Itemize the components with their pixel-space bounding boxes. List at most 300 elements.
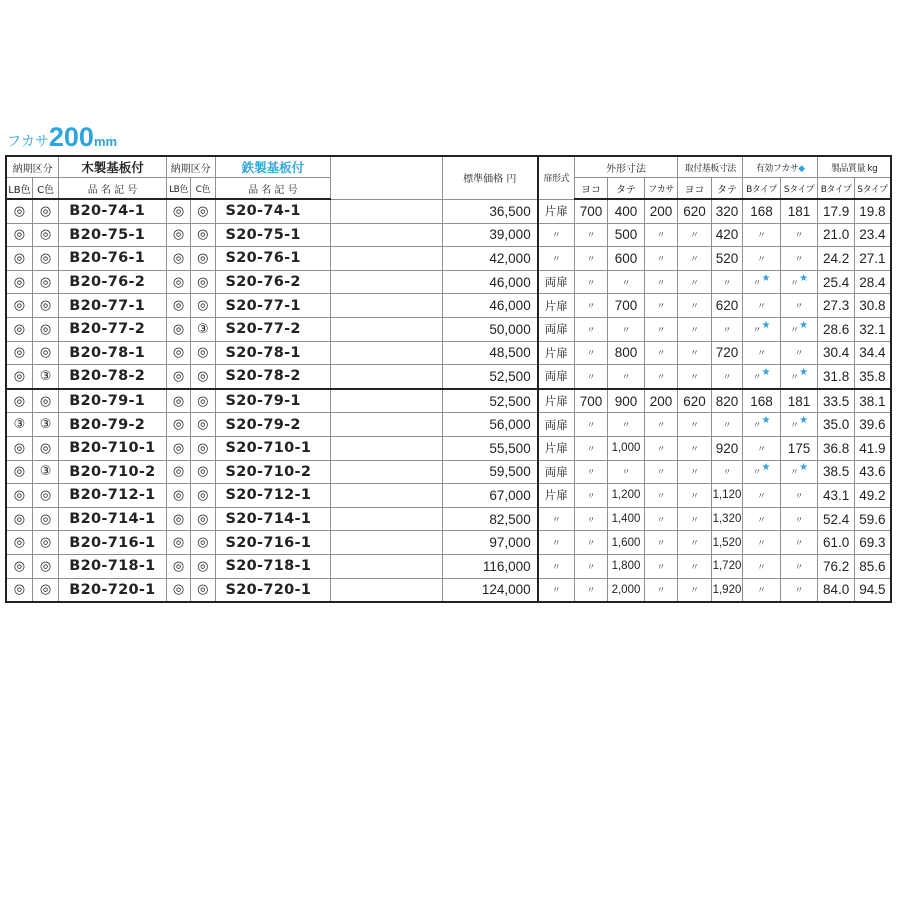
cell-mount-yoko: 〃 — [678, 436, 711, 460]
cell-mount-yoko: 〃 — [678, 484, 711, 508]
cell-effective-b: 〃 — [743, 531, 781, 555]
cell-price: 50,000 — [442, 317, 537, 341]
cell-outer-yoko: 〃 — [574, 270, 607, 294]
cell-weight-b: 33.5 — [818, 389, 855, 413]
table-row — [6, 531, 891, 555]
cell-weight-b: 31.8 — [818, 365, 855, 389]
header-steel-code: 品 名 記 号 — [215, 178, 331, 200]
cell-mount-tate: 〃 — [711, 365, 742, 389]
cell-wood-code: B20-78-2 — [59, 365, 167, 389]
cell-steel-c: ◎ — [191, 554, 215, 578]
cell-outer-yoko: 〃 — [574, 247, 607, 271]
cell-effective-b: 〃★ — [743, 365, 781, 389]
cell-wood-code: B20-78-1 — [59, 341, 167, 365]
cell-wood-code: B20-718-1 — [59, 554, 167, 578]
cell-steel-c: ◎ — [191, 199, 215, 223]
cell-wood-lb: ◎ — [6, 436, 32, 460]
cell-effective-s: 〃 — [780, 223, 818, 247]
header-row-1 — [6, 156, 891, 178]
cell-outer-fukasa: 〃 — [644, 270, 678, 294]
cell-effective-b: 〃 — [743, 247, 781, 271]
cell-effective-s: 〃 — [780, 247, 818, 271]
header-mount-yoko: ヨコ — [678, 178, 711, 200]
cell-mount-yoko: 〃 — [678, 365, 711, 389]
cell-steel-lb: ◎ — [166, 223, 190, 247]
cell-outer-yoko: 〃 — [574, 436, 607, 460]
cell-blank — [331, 436, 443, 460]
cell-price: 67,000 — [442, 484, 537, 508]
cell-price: 55,500 — [442, 436, 537, 460]
table-row — [6, 484, 891, 508]
cell-blank — [331, 199, 443, 223]
cell-effective-s: 181 — [780, 199, 818, 223]
cell-door-type: 片扉 — [538, 484, 575, 508]
cell-effective-s: 〃 — [780, 554, 818, 578]
cell-outer-yoko: 〃 — [574, 341, 607, 365]
cell-steel-code: S20-77-2 — [215, 317, 331, 341]
cell-outer-fukasa: 〃 — [644, 294, 678, 318]
cell-steel-c: ◎ — [191, 578, 215, 602]
cell-wood-code: B20-79-2 — [59, 413, 167, 437]
cell-mount-tate: 1,520 — [711, 531, 742, 555]
cell-wood-code: B20-79-1 — [59, 389, 167, 413]
cell-weight-b: 25.4 — [818, 270, 855, 294]
cell-door-type: 両扉 — [538, 413, 575, 437]
table-row — [6, 341, 891, 365]
header-lead-time-steel: 納期区分 — [166, 156, 215, 178]
cell-weight-b: 17.9 — [818, 199, 855, 223]
cell-door-type: 片扉 — [538, 436, 575, 460]
cell-outer-fukasa: 〃 — [644, 436, 678, 460]
cell-steel-code: S20-78-1 — [215, 341, 331, 365]
cell-mount-tate: 1,320 — [711, 507, 742, 531]
cell-steel-lb: ◎ — [166, 294, 190, 318]
header-mount-board: 取付基板寸法 — [678, 156, 743, 178]
header-blank — [331, 156, 443, 199]
header-weight-s: Sタイプ — [854, 178, 891, 200]
cell-effective-b: 〃 — [743, 436, 781, 460]
cell-effective-s: 〃★ — [780, 460, 818, 484]
cell-door-type: 〃 — [538, 531, 575, 555]
cell-wood-c: ◎ — [32, 436, 58, 460]
cell-door-type: 片扉 — [538, 389, 575, 413]
cell-effective-b: 〃 — [743, 223, 781, 247]
cell-weight-s: 30.8 — [854, 294, 891, 318]
cell-wood-c: ◎ — [32, 247, 58, 271]
cell-effective-s: 〃 — [780, 484, 818, 508]
cell-weight-b: 35.0 — [818, 413, 855, 437]
cell-effective-s: 175 — [780, 436, 818, 460]
cell-outer-yoko: 〃 — [574, 531, 607, 555]
cell-weight-s: 49.2 — [854, 484, 891, 508]
cell-wood-code: B20-716-1 — [59, 531, 167, 555]
star-icon: ★ — [799, 462, 809, 474]
cell-mount-tate: 1,120 — [711, 484, 742, 508]
cell-effective-s: 〃 — [780, 507, 818, 531]
cell-steel-code: S20-77-1 — [215, 294, 331, 318]
header-outer-fukasa: フカサ — [644, 178, 678, 200]
cell-weight-s: 32.1 — [854, 317, 891, 341]
cell-wood-code: B20-76-2 — [59, 270, 167, 294]
table-row — [6, 460, 891, 484]
cell-outer-tate: 1,400 — [608, 507, 645, 531]
cell-wood-lb: ◎ — [6, 578, 32, 602]
star-icon: ★ — [761, 319, 771, 331]
cell-steel-code: S20-75-1 — [215, 223, 331, 247]
cell-mount-yoko: 〃 — [678, 578, 711, 602]
table-row — [6, 389, 891, 413]
cell-mount-tate: 820 — [711, 389, 742, 413]
header-wood-lb: LB色 — [6, 178, 32, 200]
cell-steel-lb: ◎ — [166, 317, 190, 341]
cell-outer-yoko: 〃 — [574, 413, 607, 437]
cell-weight-b: 21.0 — [818, 223, 855, 247]
header-wood-c: C色 — [32, 178, 58, 200]
cell-effective-s: 〃★ — [780, 413, 818, 437]
diamond-icon: ◆ — [798, 163, 805, 174]
cell-effective-b: 〃 — [743, 578, 781, 602]
cell-outer-tate: 600 — [608, 247, 645, 271]
cell-blank — [331, 317, 443, 341]
cell-weight-b: 84.0 — [818, 578, 855, 602]
cell-blank — [331, 389, 443, 413]
cell-mount-yoko: 〃 — [678, 507, 711, 531]
cell-steel-code: S20-716-1 — [215, 531, 331, 555]
cell-outer-yoko: 〃 — [574, 460, 607, 484]
cell-effective-s: 〃★ — [780, 270, 818, 294]
cell-outer-tate: 1,800 — [608, 554, 645, 578]
cell-door-type: 両扉 — [538, 460, 575, 484]
header-effective-depth — [743, 156, 818, 178]
cell-steel-lb: ◎ — [166, 531, 190, 555]
cell-outer-fukasa: 〃 — [644, 484, 678, 508]
cell-weight-b: 27.3 — [818, 294, 855, 318]
cell-steel-c: ◎ — [191, 484, 215, 508]
cell-weight-s: 59.6 — [854, 507, 891, 531]
cell-outer-yoko: 〃 — [574, 365, 607, 389]
cell-effective-b: 168 — [743, 199, 781, 223]
cell-outer-yoko: 〃 — [574, 507, 607, 531]
cell-effective-b: 〃★ — [743, 413, 781, 437]
cell-weight-s: 19.8 — [854, 199, 891, 223]
cell-door-type: 両扉 — [538, 270, 575, 294]
cell-mount-yoko: 〃 — [678, 341, 711, 365]
cell-mount-tate: 920 — [711, 436, 742, 460]
cell-weight-b: 61.0 — [818, 531, 855, 555]
cell-blank — [331, 413, 443, 437]
cell-steel-code: S20-710-1 — [215, 436, 331, 460]
cell-steel-c: ◎ — [191, 294, 215, 318]
cell-weight-b: 52.4 — [818, 507, 855, 531]
cell-effective-b: 〃 — [743, 554, 781, 578]
cell-blank — [331, 507, 443, 531]
title-prefix: フカサ — [7, 134, 49, 150]
cell-outer-tate: 〃 — [608, 365, 645, 389]
cell-outer-tate: 1,200 — [608, 484, 645, 508]
cell-blank — [331, 247, 443, 271]
cell-wood-code: B20-77-1 — [59, 294, 167, 318]
cell-wood-c: ◎ — [32, 389, 58, 413]
cell-wood-lb: ◎ — [6, 199, 32, 223]
cell-steel-c: ◎ — [191, 389, 215, 413]
cell-outer-tate: 〃 — [608, 270, 645, 294]
cell-effective-s: 〃 — [780, 531, 818, 555]
cell-door-type: 片扉 — [538, 341, 575, 365]
cell-steel-lb: ◎ — [166, 389, 190, 413]
cell-steel-c: ◎ — [191, 436, 215, 460]
cell-wood-lb: ◎ — [6, 270, 32, 294]
cell-steel-lb: ◎ — [166, 484, 190, 508]
cell-blank — [331, 294, 443, 318]
cell-wood-code: B20-74-1 — [59, 199, 167, 223]
cell-outer-yoko: 700 — [574, 199, 607, 223]
cell-blank — [331, 223, 443, 247]
cell-steel-c: ◎ — [191, 223, 215, 247]
cell-steel-c: ◎ — [191, 270, 215, 294]
table-row — [6, 507, 891, 531]
cell-wood-c: ③ — [32, 413, 58, 437]
title-number: 200 — [48, 122, 94, 152]
cell-effective-b: 〃 — [743, 507, 781, 531]
header-outer-tate: タテ — [608, 178, 645, 200]
cell-wood-code: B20-77-2 — [59, 317, 167, 341]
table-header — [6, 156, 891, 199]
cell-wood-c: ◎ — [32, 223, 58, 247]
cell-steel-code: S20-74-1 — [215, 199, 331, 223]
header-door-type: 扉形式 — [538, 156, 575, 199]
cell-weight-s: 39.6 — [854, 413, 891, 437]
cell-wood-code: B20-714-1 — [59, 507, 167, 531]
cell-effective-s: 181 — [780, 389, 818, 413]
cell-outer-tate: 〃 — [608, 413, 645, 437]
cell-outer-tate: 〃 — [608, 460, 645, 484]
cell-weight-b: 28.6 — [818, 317, 855, 341]
cell-outer-tate: 〃 — [608, 317, 645, 341]
cell-outer-yoko: 〃 — [574, 578, 607, 602]
cell-steel-code: S20-714-1 — [215, 507, 331, 531]
cell-outer-fukasa: 〃 — [644, 554, 678, 578]
header-effective-s: Sタイプ — [780, 178, 818, 200]
cell-door-type: 〃 — [538, 247, 575, 271]
cell-blank — [331, 578, 443, 602]
table-row — [6, 270, 891, 294]
cell-wood-lb: ◎ — [6, 389, 32, 413]
cell-steel-lb: ◎ — [166, 436, 190, 460]
cell-mount-tate: 320 — [711, 199, 742, 223]
cell-door-type: 〃 — [538, 578, 575, 602]
cell-outer-tate: 800 — [608, 341, 645, 365]
star-icon: ★ — [799, 319, 809, 331]
cell-steel-lb: ◎ — [166, 460, 190, 484]
cell-weight-s: 38.1 — [854, 389, 891, 413]
cell-wood-c: ◎ — [32, 531, 58, 555]
table-row — [6, 317, 891, 341]
cell-effective-s: 〃 — [780, 578, 818, 602]
cell-effective-s: 〃 — [780, 341, 818, 365]
cell-wood-c: ◎ — [32, 317, 58, 341]
cell-door-type: 〃 — [538, 223, 575, 247]
cell-steel-lb: ◎ — [166, 270, 190, 294]
cell-mount-tate: 1,920 — [711, 578, 742, 602]
cell-wood-c: ◎ — [32, 507, 58, 531]
cell-weight-s: 35.8 — [854, 365, 891, 389]
cell-mount-yoko: 〃 — [678, 223, 711, 247]
header-lead-time-wood: 納期区分 — [6, 156, 59, 178]
star-icon: ★ — [799, 272, 809, 284]
cell-effective-b: 168 — [743, 389, 781, 413]
star-icon: ★ — [761, 462, 771, 474]
cell-blank — [331, 270, 443, 294]
title-unit: mm — [93, 134, 118, 149]
cell-steel-c: ◎ — [191, 341, 215, 365]
cell-outer-fukasa: 〃 — [644, 223, 678, 247]
cell-wood-c: ③ — [32, 365, 58, 389]
header-effective-b: Bタイプ — [743, 178, 781, 200]
cell-wood-lb: ◎ — [6, 531, 32, 555]
cell-wood-c: ◎ — [32, 199, 58, 223]
cell-steel-code: S20-710-2 — [215, 460, 331, 484]
cell-weight-s: 69.3 — [854, 531, 891, 555]
cell-outer-yoko: 700 — [574, 389, 607, 413]
cell-outer-fukasa: 〃 — [644, 507, 678, 531]
table-row — [6, 413, 891, 437]
cell-wood-code: B20-710-1 — [59, 436, 167, 460]
cell-steel-lb: ◎ — [166, 554, 190, 578]
cell-mount-yoko: 〃 — [678, 554, 711, 578]
cell-outer-yoko: 〃 — [574, 294, 607, 318]
cell-weight-s: 41.9 — [854, 436, 891, 460]
star-icon: ★ — [799, 366, 809, 378]
table-row — [6, 247, 891, 271]
cell-steel-lb: ◎ — [166, 199, 190, 223]
cell-steel-c: ◎ — [191, 460, 215, 484]
cell-outer-fukasa: 〃 — [644, 365, 678, 389]
cell-mount-yoko: 〃 — [678, 531, 711, 555]
cell-wood-c: ③ — [32, 460, 58, 484]
cell-weight-b: 30.4 — [818, 341, 855, 365]
cell-steel-c: ◎ — [191, 413, 215, 437]
cell-effective-b: 〃★ — [743, 460, 781, 484]
cell-steel-lb: ◎ — [166, 341, 190, 365]
cell-price: 36,500 — [442, 199, 537, 223]
cell-outer-yoko: 〃 — [574, 223, 607, 247]
cell-weight-b: 38.5 — [818, 460, 855, 484]
cell-wood-lb: ◎ — [6, 294, 32, 318]
header-steel-c: C色 — [191, 178, 215, 200]
header-effective-label: 有効フカサ — [755, 163, 799, 174]
cell-mount-yoko: 620 — [678, 389, 711, 413]
cell-mount-yoko: 620 — [678, 199, 711, 223]
cell-blank — [331, 484, 443, 508]
cell-outer-fukasa: 200 — [644, 389, 678, 413]
cell-weight-b: 36.8 — [818, 436, 855, 460]
cell-wood-c: ◎ — [32, 294, 58, 318]
cell-outer-fukasa: 〃 — [644, 317, 678, 341]
star-icon: ★ — [761, 415, 771, 427]
cell-door-type: 両扉 — [538, 365, 575, 389]
cell-outer-tate: 400 — [608, 199, 645, 223]
cell-price: 59,500 — [442, 460, 537, 484]
cell-wood-lb: ◎ — [6, 365, 32, 389]
header-outer-yoko: ヨコ — [574, 178, 607, 200]
cell-weight-s: 94.5 — [854, 578, 891, 602]
cell-outer-tate: 700 — [608, 294, 645, 318]
cell-outer-yoko: 〃 — [574, 317, 607, 341]
cell-mount-tate: 〃 — [711, 270, 742, 294]
cell-steel-code: S20-720-1 — [215, 578, 331, 602]
cell-price: 48,500 — [442, 341, 537, 365]
cell-price: 42,000 — [442, 247, 537, 271]
cell-weight-s: 28.4 — [854, 270, 891, 294]
cell-wood-c: ◎ — [32, 484, 58, 508]
cell-door-type: 両扉 — [538, 317, 575, 341]
cell-door-type: 〃 — [538, 554, 575, 578]
cell-mount-yoko: 〃 — [678, 294, 711, 318]
cell-door-type: 片扉 — [538, 199, 575, 223]
cell-effective-b: 〃 — [743, 484, 781, 508]
cell-steel-lb: ◎ — [166, 413, 190, 437]
cell-outer-fukasa: 〃 — [644, 247, 678, 271]
cell-blank — [331, 341, 443, 365]
cell-outer-tate: 1,600 — [608, 531, 645, 555]
cell-wood-code: B20-76-1 — [59, 247, 167, 271]
cell-price: 56,000 — [442, 413, 537, 437]
cell-steel-code: S20-78-2 — [215, 365, 331, 389]
cell-steel-lb: ◎ — [166, 365, 190, 389]
cell-outer-tate: 1,000 — [608, 436, 645, 460]
cell-wood-lb: ◎ — [6, 223, 32, 247]
cell-wood-lb: ◎ — [6, 460, 32, 484]
cell-wood-code: B20-712-1 — [59, 484, 167, 508]
cell-price: 82,500 — [442, 507, 537, 531]
table-row — [6, 365, 891, 389]
cell-wood-code: B20-710-2 — [59, 460, 167, 484]
cell-mount-tate: 520 — [711, 247, 742, 271]
cell-outer-tate: 500 — [608, 223, 645, 247]
cell-price: 124,000 — [442, 578, 537, 602]
cell-outer-tate: 900 — [608, 389, 645, 413]
cell-mount-tate: 720 — [711, 341, 742, 365]
table-row — [6, 199, 891, 223]
cell-steel-lb: ◎ — [166, 247, 190, 271]
cell-door-type: 〃 — [538, 507, 575, 531]
cell-steel-c: ◎ — [191, 247, 215, 271]
cell-price: 52,500 — [442, 365, 537, 389]
cell-mount-yoko: 〃 — [678, 317, 711, 341]
cell-steel-code: S20-79-1 — [215, 389, 331, 413]
cell-mount-yoko: 〃 — [678, 247, 711, 271]
cell-price: 97,000 — [442, 531, 537, 555]
header-wood: 木製基板付 — [59, 156, 167, 178]
star-icon: ★ — [761, 272, 771, 284]
cell-wood-code: B20-720-1 — [59, 578, 167, 602]
cell-mount-tate: 420 — [711, 223, 742, 247]
cell-wood-lb: ③ — [6, 413, 32, 437]
cell-wood-lb: ◎ — [6, 317, 32, 341]
cell-wood-c: ◎ — [32, 270, 58, 294]
cell-steel-c: ◎ — [191, 365, 215, 389]
cell-outer-fukasa: 〃 — [644, 460, 678, 484]
table-row — [6, 578, 891, 602]
header-steel: 鉄製基板付 — [215, 156, 331, 178]
cell-effective-s: 〃 — [780, 294, 818, 318]
cell-steel-code: S20-718-1 — [215, 554, 331, 578]
spec-table — [5, 155, 892, 603]
cell-mount-yoko: 〃 — [678, 460, 711, 484]
cell-wood-lb: ◎ — [6, 341, 32, 365]
cell-effective-b: 〃★ — [743, 317, 781, 341]
star-icon: ★ — [799, 415, 809, 427]
